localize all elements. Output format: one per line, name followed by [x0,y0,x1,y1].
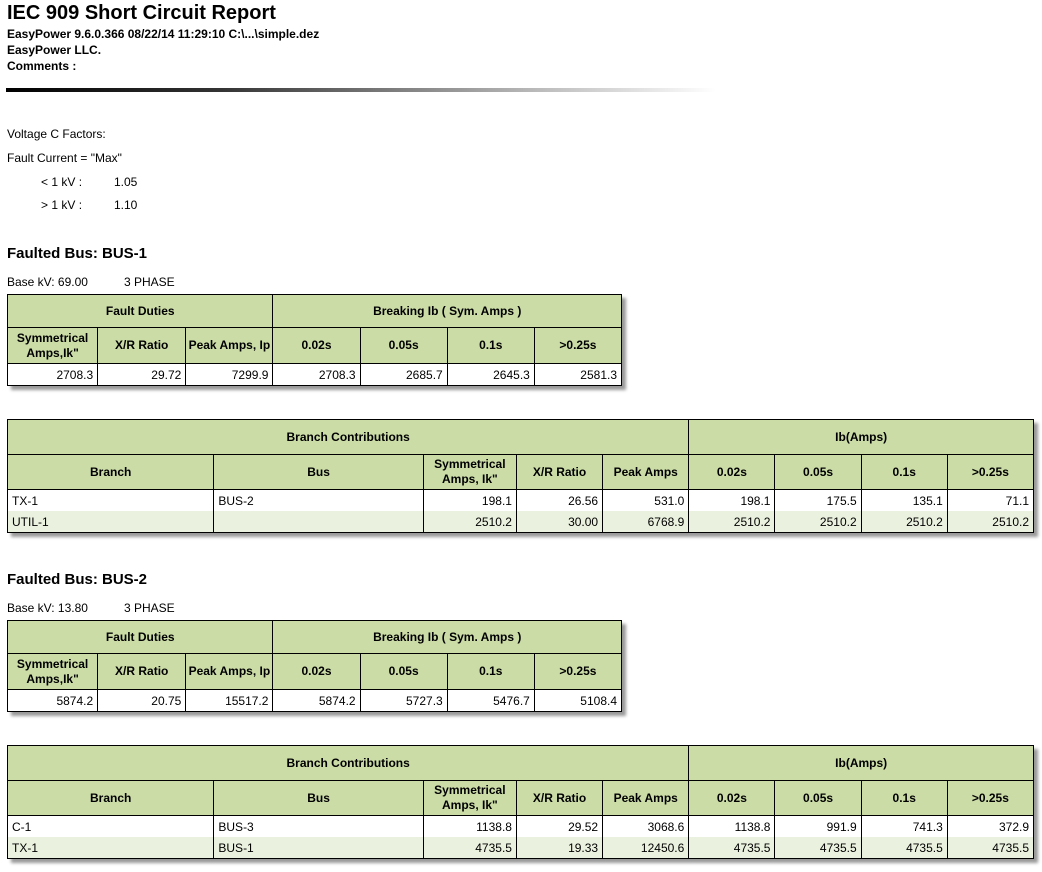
duty-cell: 5727.3 [360,690,447,712]
col-xr-ratio: X/R Ratio [516,781,602,816]
col-t2: 0.05s [775,455,861,490]
branch-cell: 198.1 [423,490,516,512]
company-name: EasyPower LLC. [7,43,102,57]
branch-cell: 991.9 [775,816,861,838]
branch-contributions-table [7,745,1034,859]
col-sym-amps: Symmetrical Amps,Ik" [8,654,98,690]
branch-cell: 175.5 [775,490,861,512]
phase-type: 3 PHASE [124,601,175,615]
ib-amps-header: Ib(Amps) [689,746,1034,781]
branch-cell: 4735.5 [689,837,775,859]
duty-cell: 5108.4 [534,690,621,712]
branch-cell: TX-1 [8,837,214,859]
ib-amps-header: Ib(Amps) [689,420,1034,455]
duty-cell: 2685.7 [360,364,447,386]
branch-cell: 4735.5 [775,837,861,859]
duty-cell: 2708.3 [273,364,360,386]
branch-cell: TX-1 [8,490,214,512]
branch-cell: 19.33 [516,837,602,859]
branch-cell: BUS-2 [214,490,423,512]
col-t4: >0.25s [947,455,1033,490]
branch-cell: 3068.6 [603,816,689,838]
branch-cell: 2510.2 [423,511,516,533]
col-t2: 0.05s [775,781,861,816]
duty-cell: 15517.2 [186,690,273,712]
col-t2: 0.05s [360,328,447,364]
breaking-header: Breaking Ib ( Sym. Amps ) [273,621,622,654]
factor-value-high: 1.10 [114,198,138,212]
col-sym-amps: Symmetrical Amps, Ik" [423,455,516,490]
branch-row [8,490,1034,512]
col-xr-ratio: X/R Ratio [516,455,602,490]
fault-duties-table [7,620,622,712]
branch-contributions-header: Branch Contributions [8,746,689,781]
branch-row [8,837,1034,859]
duty-cell: 5874.2 [8,690,98,712]
col-sym-amps: Symmetrical Amps, Ik" [423,781,516,816]
branch-cell: 2510.2 [947,511,1033,533]
factor-label-high: > 1 kV : [41,198,83,212]
col-peak-amps: Peak Amps, Ip [186,328,273,364]
branch-row [8,816,1034,838]
branch-cell: 71.1 [947,490,1033,512]
breaking-header: Breaking Ib ( Sym. Amps ) [273,295,622,328]
branch-contributions-header: Branch Contributions [8,420,689,455]
faulted-bus-title: Faulted Bus: BUS-1 [7,245,148,262]
col-peak-amps: Peak Amps [603,781,689,816]
col-t4: >0.25s [947,781,1033,816]
branch-cell: 30.00 [516,511,602,533]
branch-cell [214,511,423,533]
col-t1: 0.02s [689,781,775,816]
branch-cell: 4735.5 [423,837,516,859]
branch-contributions-table [7,419,1034,533]
col-peak-amps: Peak Amps [603,455,689,490]
branch-cell: 4735.5 [861,837,947,859]
col-t3: 0.1s [447,654,534,690]
branch-cell: UTIL-1 [8,511,214,533]
fault-duties-header: Fault Duties [8,295,273,328]
branch-cell: 135.1 [861,490,947,512]
report-title: IEC 909 Short Circuit Report [7,2,276,24]
faulted-bus-title: Faulted Bus: BUS-2 [7,571,148,588]
branch-cell: 12450.6 [603,837,689,859]
branch-cell: 2510.2 [775,511,861,533]
factor-label-low: < 1 kV : [41,175,83,189]
col-t3: 0.1s [861,781,947,816]
branch-cell: C-1 [8,816,214,838]
col-xr-ratio: X/R Ratio [98,328,186,364]
branch-cell: 1138.8 [423,816,516,838]
duty-cell: 2645.3 [447,364,534,386]
branch-cell: BUS-3 [214,816,423,838]
col-t3: 0.1s [447,328,534,364]
duty-cell: 29.72 [98,364,186,386]
col-t3: 0.1s [861,455,947,490]
duty-cell: 5476.7 [447,690,534,712]
comments-label: Comments : [7,59,77,73]
branch-cell: 198.1 [689,490,775,512]
factor-value-low: 1.05 [114,175,138,189]
col-bus: Bus [214,455,423,490]
branch-cell: 4735.5 [947,837,1033,859]
duty-cell: 7299.9 [186,364,273,386]
branch-cell: 2510.2 [689,511,775,533]
phase-type: 3 PHASE [124,275,175,289]
branch-cell: BUS-1 [214,837,423,859]
col-branch: Branch [8,781,214,816]
col-t2: 0.05s [360,654,447,690]
base-kv: Base kV: 69.00 [7,275,88,289]
duty-cell: 5874.2 [273,690,360,712]
col-t1: 0.02s [273,654,360,690]
branch-cell: 531.0 [603,490,689,512]
base-kv: Base kV: 13.80 [7,601,88,615]
branch-cell: 372.9 [947,816,1033,838]
col-branch: Branch [8,455,214,490]
header-divider [6,88,716,92]
fault-duties-table [7,294,622,386]
duty-cell: 20.75 [98,690,186,712]
branch-row [8,511,1034,533]
branch-cell: 2510.2 [861,511,947,533]
col-bus: Bus [214,781,423,816]
col-xr-ratio: X/R Ratio [98,654,186,690]
branch-cell: 26.56 [516,490,602,512]
voltage-factors-heading: Voltage C Factors: [7,127,106,141]
col-t4: >0.25s [534,654,621,690]
fault-current-setting: Fault Current = "Max" [7,151,122,165]
col-sym-amps: Symmetrical Amps,Ik" [8,328,98,364]
col-t1: 0.02s [273,328,360,364]
fault-duty-row [8,690,622,712]
fault-duties-header: Fault Duties [8,621,273,654]
duty-cell: 2581.3 [534,364,621,386]
fault-duty-row [8,364,622,386]
col-t1: 0.02s [689,455,775,490]
duty-cell: 2708.3 [8,364,98,386]
col-peak-amps: Peak Amps, Ip [186,654,273,690]
branch-cell: 29.52 [516,816,602,838]
branch-cell: 1138.8 [689,816,775,838]
branch-cell: 6768.9 [603,511,689,533]
branch-cell: 741.3 [861,816,947,838]
col-t4: >0.25s [534,328,621,364]
software-info: EasyPower 9.6.0.366 08/22/14 11:29:10 C:\...\simple.dez [7,27,320,41]
